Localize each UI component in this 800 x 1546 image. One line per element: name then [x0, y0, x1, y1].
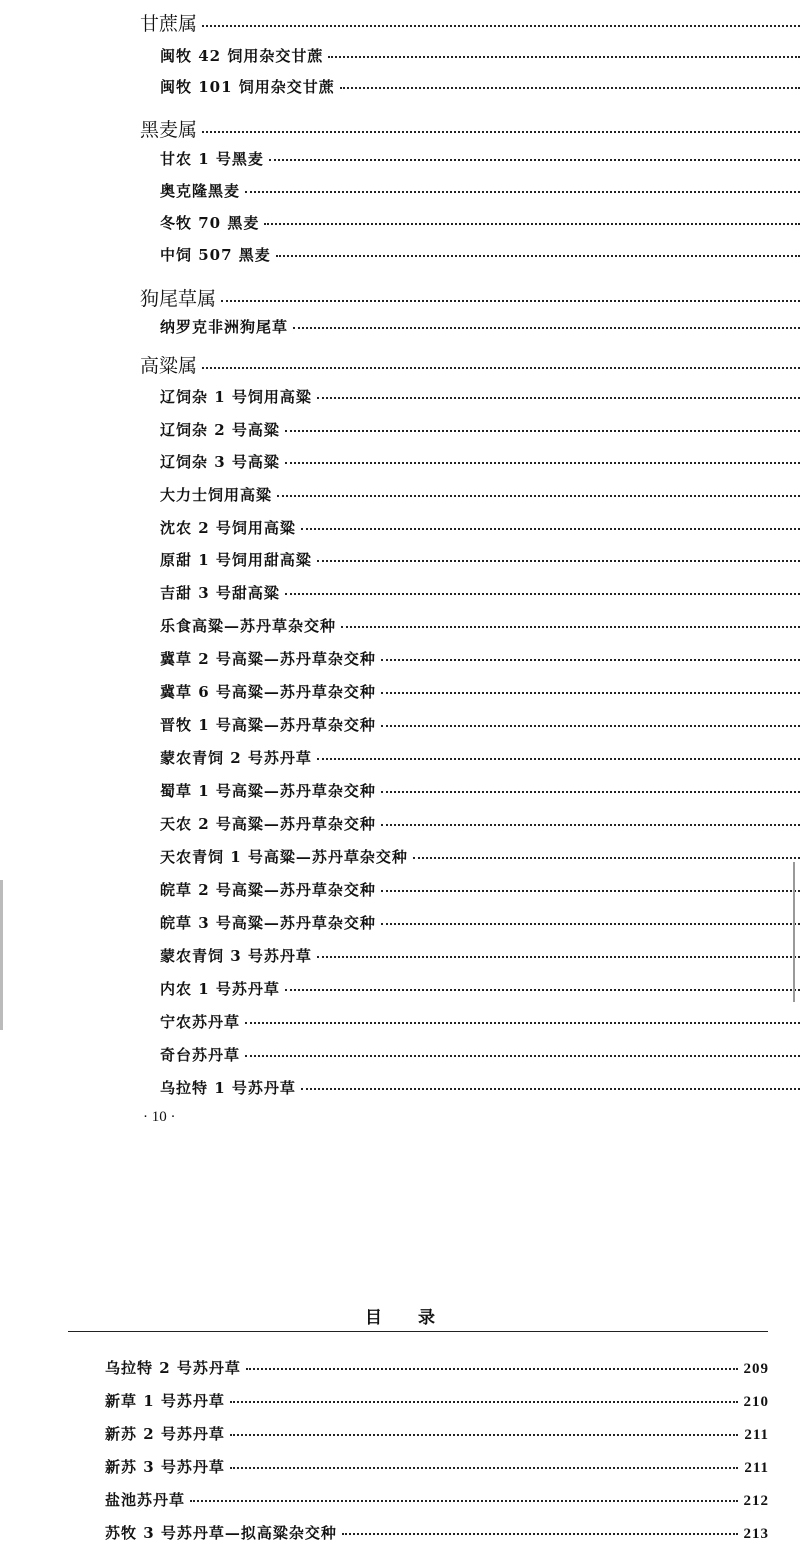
- toc-entry-label: 闽牧 42 饲用杂交甘蔗: [160, 47, 324, 65]
- dot-leader: [381, 725, 800, 727]
- toc-entry: [105, 1423, 769, 1444]
- dot-leader: [301, 528, 800, 530]
- dot-leader: [317, 397, 800, 399]
- toc-entry-label: 甘蔗属: [140, 13, 198, 35]
- toc-entry-label: 宁农苏丹草: [160, 1013, 241, 1031]
- toc-variety-entry: [160, 813, 800, 834]
- toc-entry-label: 冀草 6 号高粱—苏丹草杂交种: [160, 683, 376, 701]
- scan-edge-mark: [793, 862, 795, 1002]
- toc-entry-label: 新苏 3 号苏丹草: [105, 1458, 225, 1476]
- toc-variety-entry: [160, 244, 800, 265]
- toc-variety-entry: [160, 978, 800, 999]
- toc-entry-label: 乐食高粱—苏丹草杂交种: [160, 617, 337, 635]
- dot-leader: [301, 1088, 800, 1090]
- toc-entry-label: 冀草 2 号高粱—苏丹草杂交种: [160, 650, 376, 668]
- dot-leader: [230, 1434, 738, 1436]
- toc-entry-label: 狗尾草属: [140, 288, 217, 310]
- dot-leader: [245, 191, 800, 193]
- toc-variety-entry: [160, 419, 800, 440]
- toc-page-bottom: [0, 1240, 800, 1546]
- dot-leader: [230, 1401, 738, 1403]
- toc-entry-label: 奥克隆黑麦: [160, 182, 241, 200]
- toc-variety-entry: [160, 386, 800, 407]
- toc-genus-heading: [140, 115, 800, 142]
- toc-genus-heading: [140, 351, 800, 378]
- toc-entry-label: 奇台苏丹草: [160, 1046, 241, 1064]
- toc-entry-label: 皖草 2 号高粱—苏丹草杂交种: [160, 881, 376, 899]
- toc-entry-label: 苏牧 3 号苏丹草—拟高粱杂交种: [105, 1524, 337, 1542]
- dot-leader: [413, 857, 800, 859]
- toc-page-number: 210: [743, 1394, 769, 1410]
- dot-leader: [230, 1467, 738, 1469]
- toc-genus-heading: [140, 9, 800, 36]
- toc-entry-label: 甘农 1 号黑麦: [160, 150, 264, 168]
- dot-leader: [264, 223, 800, 225]
- toc-entry-label: 盐池苏丹草: [105, 1491, 186, 1509]
- dot-leader: [317, 956, 800, 958]
- dot-leader: [381, 824, 800, 826]
- dot-leader: [381, 692, 800, 694]
- toc-entry-label: 沈农 2 号饲用高粱: [160, 519, 296, 537]
- dot-leader: [381, 923, 800, 925]
- toc-variety-entry: [160, 1044, 800, 1065]
- toc-variety-entry: [160, 316, 800, 337]
- dot-leader: [246, 1368, 738, 1370]
- toc-variety-entry: [160, 681, 800, 702]
- dot-leader: [269, 159, 800, 161]
- dot-leader: [245, 1022, 800, 1024]
- toc-entry: [105, 1522, 769, 1543]
- page-number: · 10 ·: [143, 1109, 176, 1125]
- dot-leader: [285, 462, 800, 464]
- toc-variety-entry: [160, 180, 800, 201]
- toc-entry: [105, 1390, 769, 1411]
- dot-leader: [190, 1500, 737, 1502]
- toc-variety-entry: [160, 912, 800, 933]
- dot-leader: [317, 560, 800, 562]
- toc-variety-entry: [160, 747, 800, 768]
- scan-edge-mark: [0, 880, 3, 1030]
- toc-variety-entry: [160, 451, 800, 472]
- toc-variety-entry: [160, 648, 800, 669]
- toc-entry-label: 辽饲杂 2 号高粱: [160, 421, 280, 439]
- toc-variety-entry: [160, 780, 800, 801]
- toc-variety-entry: [160, 945, 800, 966]
- toc-heading-char: 录: [418, 1308, 435, 1328]
- toc-heading-char: 目: [365, 1308, 382, 1328]
- toc-variety-entry: [160, 148, 800, 169]
- toc-entry-label: 乌拉特 1 号苏丹草: [160, 1079, 296, 1097]
- dot-leader: [340, 87, 800, 89]
- toc-entry: [105, 1489, 769, 1510]
- toc-entry-label: 闽牧 101 饲用杂交甘蔗: [160, 78, 335, 96]
- toc-entry-label: 蒙农青饲 3 号苏丹草: [160, 947, 312, 965]
- toc-entry: [105, 1357, 769, 1378]
- toc-entry-label: 天农 2 号高粱—苏丹草杂交种: [160, 815, 376, 833]
- dot-leader: [285, 593, 800, 595]
- toc-entry-label: 晋牧 1 号高粱—苏丹草杂交种: [160, 716, 376, 734]
- toc-entry-label: 大力士饲用高粱: [160, 486, 273, 504]
- toc-variety-entry: [160, 846, 800, 867]
- dot-leader: [381, 890, 800, 892]
- dot-leader: [202, 131, 800, 133]
- toc-entry-label: 蜀草 1 号高粱—苏丹草杂交种: [160, 782, 376, 800]
- toc-entry-label: 冬牧 70 黑麦: [160, 214, 260, 232]
- dot-leader: [202, 25, 800, 27]
- heading-rule: [68, 1331, 768, 1332]
- toc-entry-label: 高粱属: [140, 355, 198, 377]
- dot-leader: [293, 327, 800, 329]
- toc-entry: [105, 1456, 769, 1477]
- toc-entry-label: 纳罗克非洲狗尾草: [160, 318, 289, 336]
- dot-leader: [285, 989, 800, 991]
- toc-page-number: 213: [743, 1526, 769, 1542]
- dot-leader: [381, 659, 800, 661]
- toc-page-number: 211: [744, 1427, 769, 1443]
- toc-entry-label: 辽饲杂 3 号高粱: [160, 453, 280, 471]
- dot-leader: [381, 791, 800, 793]
- dot-leader: [285, 430, 800, 432]
- toc-entry-label: 原甜 1 号饲用甜高粱: [160, 551, 312, 569]
- toc-variety-entry: [160, 212, 800, 233]
- dot-leader: [245, 1055, 800, 1057]
- dot-leader: [221, 300, 800, 302]
- dot-leader: [317, 758, 800, 760]
- toc-variety-entry: [160, 484, 800, 505]
- toc-variety-entry: [160, 582, 800, 603]
- toc-entry-label: 天农青饲 1 号高粱—苏丹草杂交种: [160, 848, 408, 866]
- toc-entry-label: 新草 1 号苏丹草: [105, 1392, 225, 1410]
- toc-heading: [0, 1303, 800, 1328]
- toc-variety-entry: [160, 76, 800, 97]
- toc-page-number: 209: [743, 1361, 769, 1377]
- toc-variety-entry: [160, 1077, 800, 1098]
- toc-entry-label: 中饲 507 黑麦: [160, 246, 271, 264]
- toc-entry-label: 皖草 3 号高粱—苏丹草杂交种: [160, 914, 376, 932]
- dot-leader: [341, 626, 800, 628]
- toc-entry-label: 内农 1 号苏丹草: [160, 980, 280, 998]
- toc-variety-entry: [160, 549, 800, 570]
- toc-entry-label: 吉甜 3 号甜高粱: [160, 584, 280, 602]
- dot-leader: [277, 495, 800, 497]
- toc-entry-label: 黑麦属: [140, 119, 198, 141]
- toc-variety-entry: [160, 1011, 800, 1032]
- toc-entry-label: 蒙农青饲 2 号苏丹草: [160, 749, 312, 767]
- toc-entry-label: 乌拉特 2 号苏丹草: [105, 1359, 241, 1377]
- toc-variety-entry: [160, 615, 800, 636]
- toc-entry-label: 辽饲杂 1 号饲用高粱: [160, 388, 312, 406]
- toc-variety-entry: [160, 45, 800, 66]
- toc-genus-heading: [140, 284, 800, 311]
- dot-leader: [328, 56, 800, 58]
- dot-leader: [276, 255, 800, 257]
- toc-variety-entry: [160, 714, 800, 735]
- toc-page-number: 212: [743, 1493, 769, 1509]
- dot-leader: [342, 1533, 738, 1535]
- toc-page-number: 211: [744, 1460, 769, 1476]
- dot-leader: [202, 367, 800, 369]
- toc-entry-label: 新苏 2 号苏丹草: [105, 1425, 225, 1443]
- toc-variety-entry: [160, 517, 800, 538]
- toc-variety-entry: [160, 879, 800, 900]
